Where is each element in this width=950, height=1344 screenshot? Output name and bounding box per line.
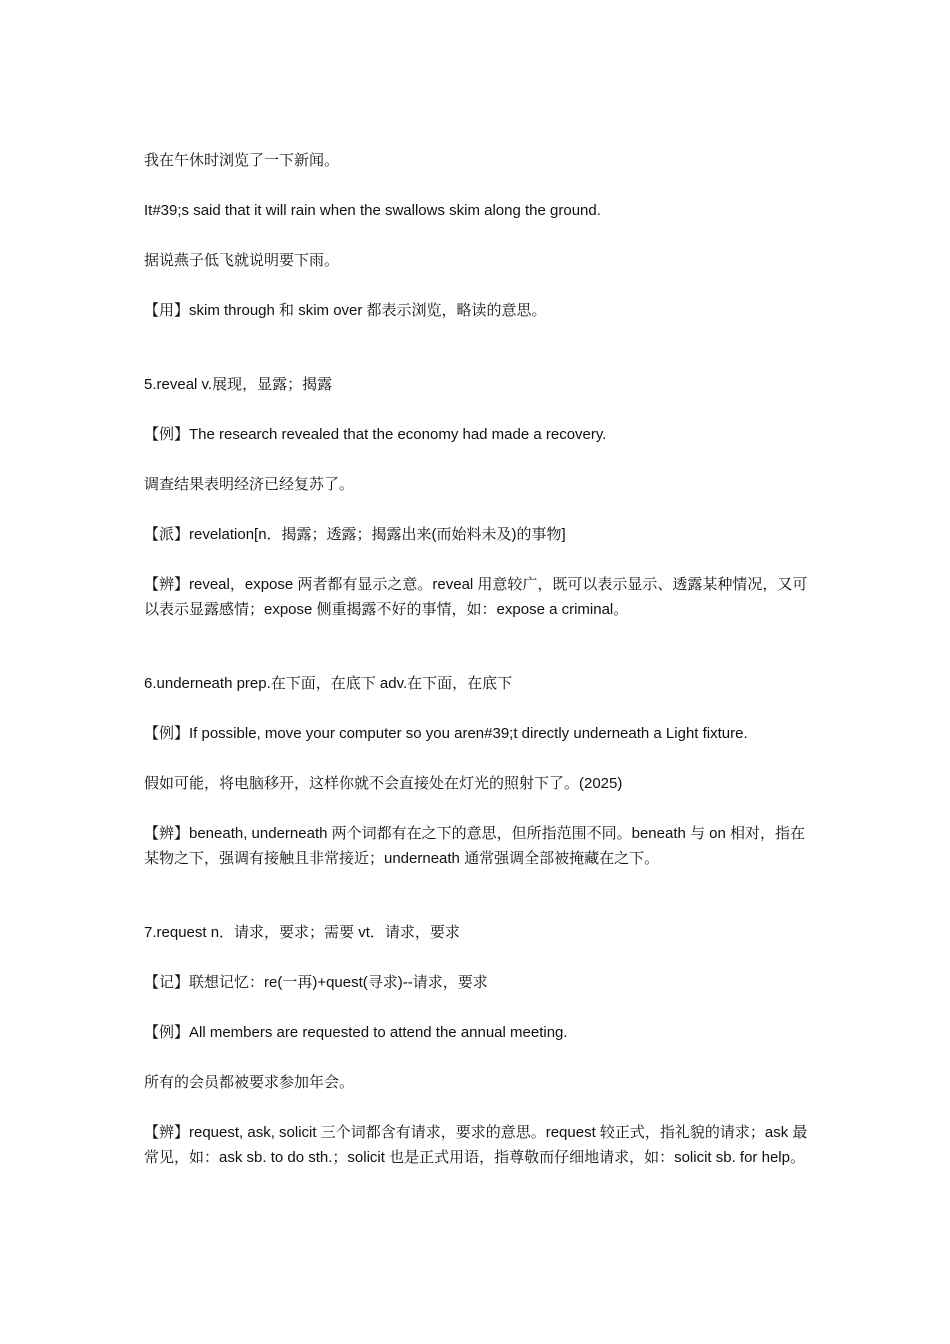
paragraph-5: 5.reveal v.展现，显露；揭露 bbox=[144, 376, 333, 393]
paragraph-10: 6.underneath prep.在下面，在底下 adv.在下面，在底下 bbox=[144, 675, 513, 692]
paragraph-3: 据说燕子低飞就说明要下雨。 bbox=[144, 252, 340, 269]
paragraph-4: 【用】skim through 和 skim over 都表示浏览，略读的意思。 bbox=[144, 302, 547, 319]
paragraph-8: 【派】revelation[n．揭露；透露；揭露出来(而始料未及)的事物] bbox=[144, 526, 566, 543]
paragraph-17: 所有的会员都被要求参加年会。 bbox=[144, 1074, 355, 1091]
paragraph-9: 【辨】reveal，expose 两者都有显示之意。reveal 用意较广，既可以表示显示、透露某种情况，又可以表示显露感情；expose 侧重揭露不好的事情，如：expose a criminal。 bbox=[144, 576, 808, 618]
paragraph-11: 【例】If possible, move your computer so you aren#39;t directly underneath a Light fixture. bbox=[144, 725, 748, 742]
paragraph-16: 【例】All members are requested to attend the annual meeting. bbox=[144, 1024, 568, 1041]
paragraph-13: 【辨】beneath, underneath 两个词都有在之下的意思，但所指范围不同。beneath 与 on 相对，指在某物之下，强调有接触且非常接近；underneath 通常强调全部被掩藏在之下。 bbox=[144, 825, 806, 867]
paragraph-6: 【例】The research revealed that the economy had made a recovery. bbox=[144, 426, 607, 443]
paragraph-14: 7.request n．请求，要求；需要 vt．请求，要求 bbox=[144, 924, 460, 941]
paragraph-15: 【记】联想记忆：re(一再)+quest(寻求)--请求，要求 bbox=[144, 974, 488, 991]
paragraph-18: 【辨】request, ask, solicit 三个词都含有请求，要求的意思。request 较正式，指礼貌的请求；ask 最常见，如：ask sb. to do sth.；solicit 也是正式用语，指尊敬而仔细地请求，如：solicit sb. for help。 bbox=[144, 1124, 808, 1166]
paragraph-12: 假如可能，将电脑移开，这样你就不会直接处在灯光的照射下了。(2025) bbox=[144, 775, 623, 792]
paragraph-2: It#39;s said that it will rain when the swallows skim along the ground. bbox=[144, 202, 601, 219]
paragraph-1: 我在午休时浏览了一下新闻。 bbox=[144, 152, 340, 169]
paragraph-7: 调查结果表明经济已经复苏了。 bbox=[144, 476, 355, 493]
